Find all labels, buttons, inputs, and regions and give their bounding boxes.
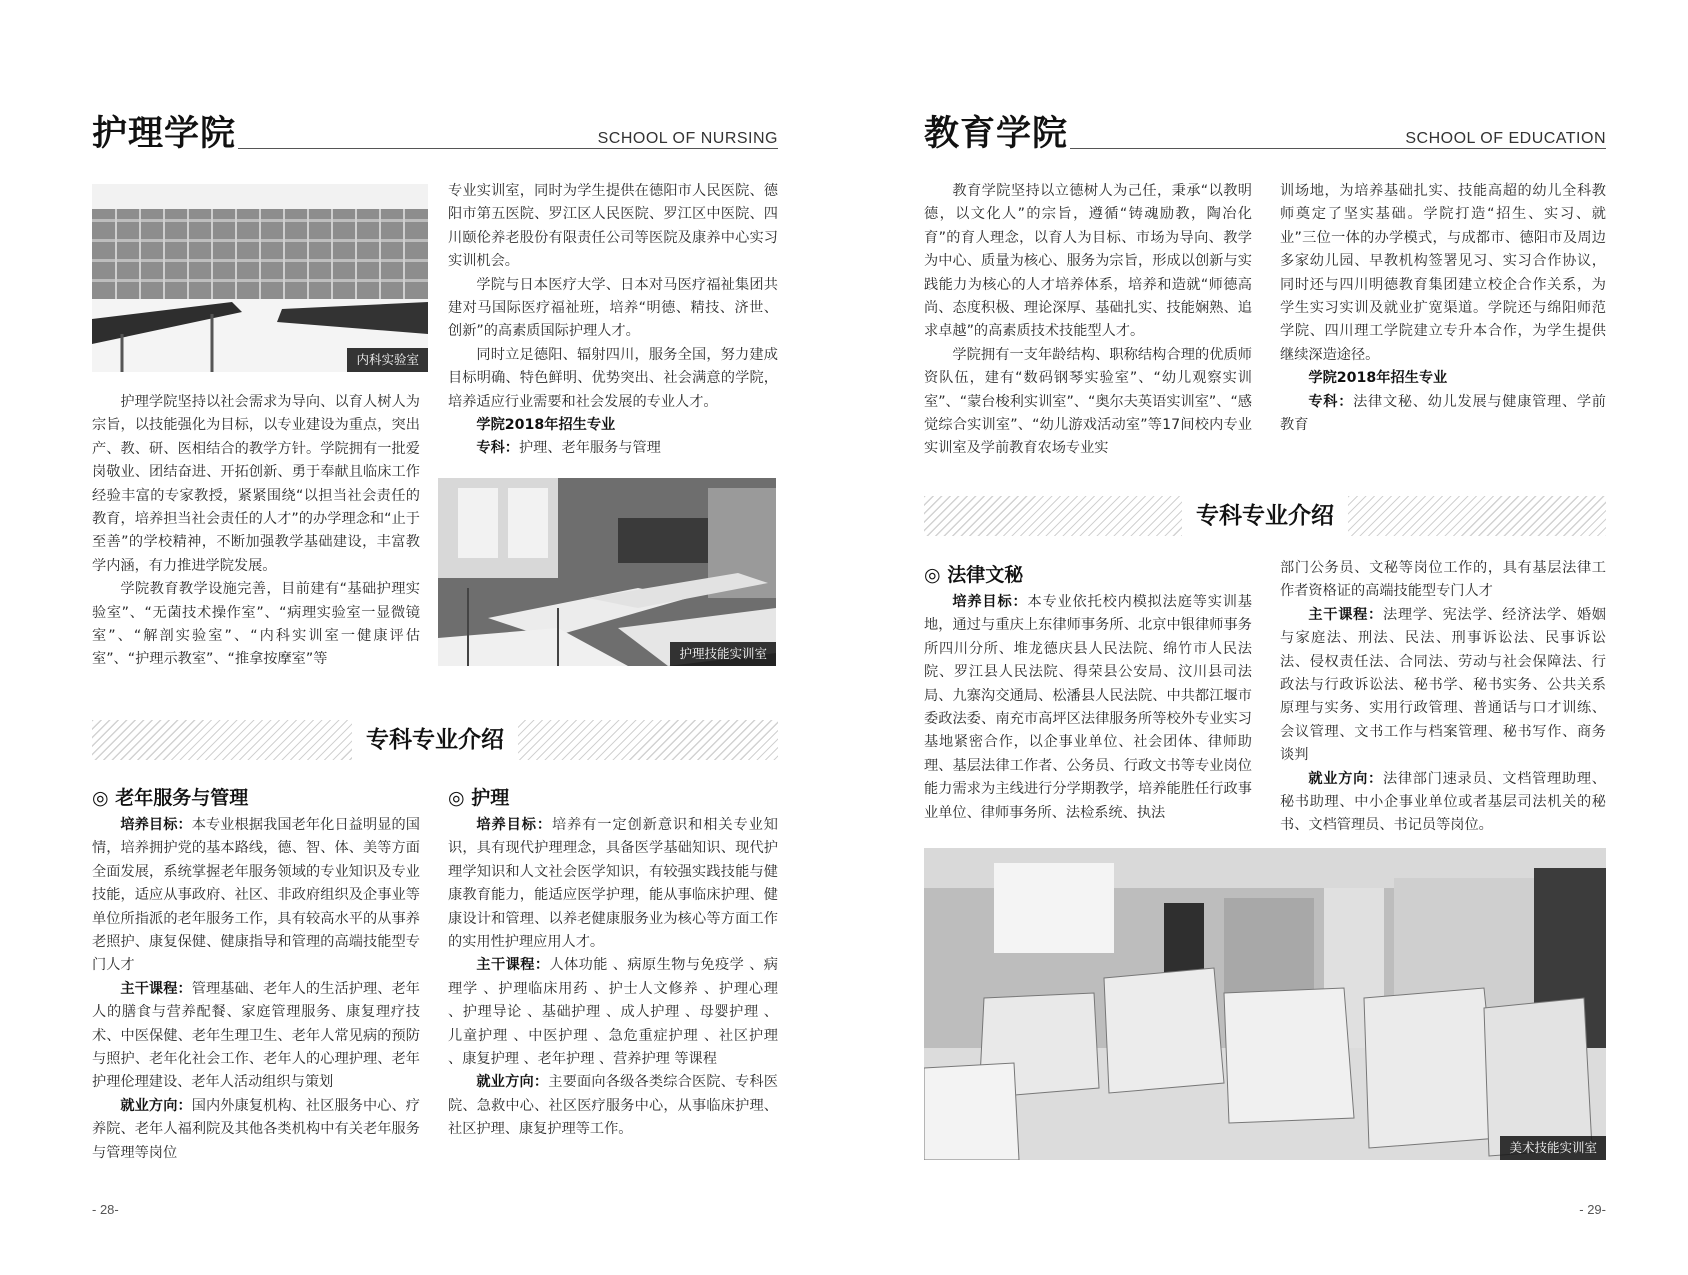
right-section-band-label: 专科专业介绍 [1182, 496, 1348, 536]
major-elderly-text: 培养目标：本专业根据我国老年化日益明显的国情，培养拥护党的基本路线，德、智、体、美等方面全面发展，系统掌握老年服务领域的专业知识及专业技能，适应从事政府、社区、非政府组织及企事业等单位所指派的老年服务工作，具有较高水平的从事养老照护、康复保健、健康指导和管理的高端技能型专门人才 主干课程：管理基础、老年人的生活护理、老年人的膳食与营养配餐、家庭管理服务、康复理疗技术、中医保健、老年生理卫生、老年人常见病的预防与照护、老年化社会工作、老年人的心理护理、老年护理伦理建设、老年人活动组织与策划 就业方向：国内外康复机构、社区服务中心、疗养院、老年人福利院及其他各类机构中有关老年服务与管理等岗位 [92, 817, 420, 1161]
edu-training-paragraph: 训场地，为培养基础扎实、技能高超的幼儿全科教师奠定了坚实基础。学院打造“招生、实习、就业”三位一体的办学模式，与成都市、德阳市及周边多家幼儿园、早教机构签署见习、实习合作协议，同时还与四川明德教育集团建立校企合作关系，为学生实习实训及就业扩宽渠道。学院还与绵阳师范学院、四川理工学院建立专升本合作，为学生提供继续深造途径。 [1280, 183, 1606, 363]
training-paragraph: 专业实训室，同时为学生提供在德阳市人民医院、德阳市第五医院、罗江区人民医院、罗江区中医院、四川颐伦养老股份有限责任公司等医院及康养中心实习实训机会。 [448, 183, 778, 270]
left-page-number: - 28- [92, 1202, 119, 1217]
art-studio-photo-caption: 美术技能实训室 [1500, 1136, 1606, 1160]
international-paragraph: 学院与日本医疗大学、日本对马医疗福祉集团共建对马国际医疗福祉班，培养“明德、精技、济世、创新”的高素质国际护理人才。 [448, 276, 778, 340]
right-col1-text [924, 180, 1252, 461]
lab-photo [92, 184, 428, 372]
right-section-band [924, 496, 1606, 536]
right-page-title: 教育学院 [924, 114, 1069, 154]
left-title-rule [238, 148, 778, 149]
facilities-paragraph: 学院教育教学设施完善，目前建有“基础护理实验室”、“无菌技术操作室”、“病理实验室一显微镜室”、“解剖实验室”、“内科实训室一健康评估室”、“护理示教室”、“推拿按摩室”等 [92, 581, 420, 668]
art-studio-photo [924, 848, 1606, 1160]
lab-photo-caption: 内科实验室 [347, 348, 428, 372]
edu-intro-paragraph: 教育学院坚持以立德树人为己任，秉承“以教明德，以文化人”的宗旨，遵循“铸魂励教，陶冶化育”的育人理念，以育人为目标、市场为导向、教学为中心、质量为核心、服务为宗旨，形成以创新与实践能力为核心的人才培养体系，培养和造就“师德高尚、态度积极、理论深厚、基础扎实、技能娴熟、追求卓越”的高素质技术技能型人才。 [924, 183, 1252, 340]
major-law-text-col1: 培养目标：本专业依托校内模拟法庭等实训基地，通过与重庆上东律师事务所、北京中银律师事务所四川分所、堆龙德庆县人民法院、绵竹市人民法院、罗江县人民法院、得荣县公安局、汶川县司法局、九寨沟交通局、松潘县人民法院、中共都江堰市委政法委、南充市高坪区法律服务所等校外专业实习基地紧密合作，以企事业单位、社会团体、律师助理、基层法律工作者、公务员、行政文书等专业岗位能力需求为主线进行分学期教学，培养能胜任行政事业单位、律师事务所、法检系统、执法 [924, 594, 1252, 821]
major-nursing-title: ◎ 护理 [448, 787, 510, 809]
major-law-text-col2: 部门公务员、文秘等岗位工作的，具有基层法律工作者资格证的高端技能型专门人才 主干课程：法理学、宪法学、经济法学、婚姻与家庭法、刑法、民法、刑事诉讼法、民事诉讼法、侵权责任法、合同法、劳动与社会保障法、行政法与行政诉讼法、秘书学、秘书实务、公共关系原理与实务、实用行政管理、普通话与口才训练、会议管理、文书工作与档案管理、秘书写作、商务谈判 就业方向：法律部门速录员、文档管理助理、秘书助理、中小企事业单位或者基层司法机关的秘书、文档管理员、书记员等岗位。 [1280, 560, 1606, 834]
edu-faculty-paragraph: 学院拥有一支年龄结构、职称结构合理的优质师资队伍，建有“数码钢琴实验室”、“幼儿观察实训室”、“蒙台梭利实训室”、“奥尔夫英语实训室”、“感觉综合实训室”、“幼儿游戏活动室”等17间校内专业实训室及学前教育农场专业实 [924, 346, 1252, 457]
edu-enroll-title: 学院2018年招生专业 [1308, 370, 1448, 387]
left-col2-text [448, 180, 778, 461]
intro-paragraph: 护理学院坚持以社会需求为导向、以育人树人为宗旨，以技能强化为目标，以专业建设为重点，突出产、教、研、医相结合的教学方针。学院拥有一批爱岗敬业、团结奋进、开拓创新、勇于奉献且临床工作经验丰富的专家教授，紧紧围绕“以担当社会责任的教育，培养担当社会责任的人才”的办学理念和“止于至善”的学校精神，不断加强教学基础建设，丰富教学内涵，有力推进学院发展。 [92, 394, 420, 574]
major-law-title: ◎ 法律文秘 [924, 564, 1024, 586]
edu-enroll-line: 专科：法律文秘、幼儿发展与健康管理、学前教育 [1280, 393, 1606, 434]
lab-photo-illustration [92, 184, 428, 372]
art-studio-photo-illustration [924, 848, 1606, 1160]
right-english-title: SCHOOL OF EDUCATION [1405, 130, 1606, 147]
left-col1-text [92, 391, 420, 672]
mission-paragraph: 同时立足德阳、辐射四川，服务全国，努力建成目标明确、特色鲜明、优势突出、社会满意的学院，培养适应行业需要和社会发展的专业人才。 [448, 346, 778, 410]
major-nursing-text: 培养目标：培养有一定创新意识和相关专业知识，具有现代护理理念，具备医学基础知识、现代护理学知识和人文社会医学知识，有较强实践技能与健康教育能力，能适应医学护理，能从事临床护理、健康设计和管理、以养老健康服务业为核心等方面工作的实用性护理应用人才。 主干课程：人体功能 、病原生物与免疫学 、病理学 、护理临床用药 、护士人文修养 、护理心理 、护理导论 、基础护理 、成人护理 、母婴护理 、儿童护理 、中医护理 、急危重症护理 、社区护理 、康复护理 、老年护理 、营养护理 等课程 就业方向：主要面向各级各类综合医院、专科医院、急救中心、社区医疗服务中心，从事临床护理、社区护理、康复护理等工作。 [448, 817, 778, 1138]
ward-photo-caption: 护理技能实训室 [670, 642, 776, 666]
enroll-title: 学院2018年招生专业 [476, 417, 616, 434]
enroll-line: 专科：护理、老年服务与管理 [476, 440, 661, 457]
major-elderly-title: ◎ 老年服务与管理 [92, 787, 249, 809]
right-page-number: - 29- [1579, 1202, 1606, 1217]
left-english-title: SCHOOL OF NURSING [597, 130, 778, 147]
left-page-title: 护理学院 [92, 114, 237, 154]
right-title-rule [1070, 148, 1606, 149]
left-section-band [92, 720, 778, 760]
ward-photo-illustration [438, 478, 776, 666]
left-section-band-label: 专科专业介绍 [352, 720, 518, 760]
ward-photo [438, 478, 776, 666]
right-col2-text [1280, 180, 1606, 437]
